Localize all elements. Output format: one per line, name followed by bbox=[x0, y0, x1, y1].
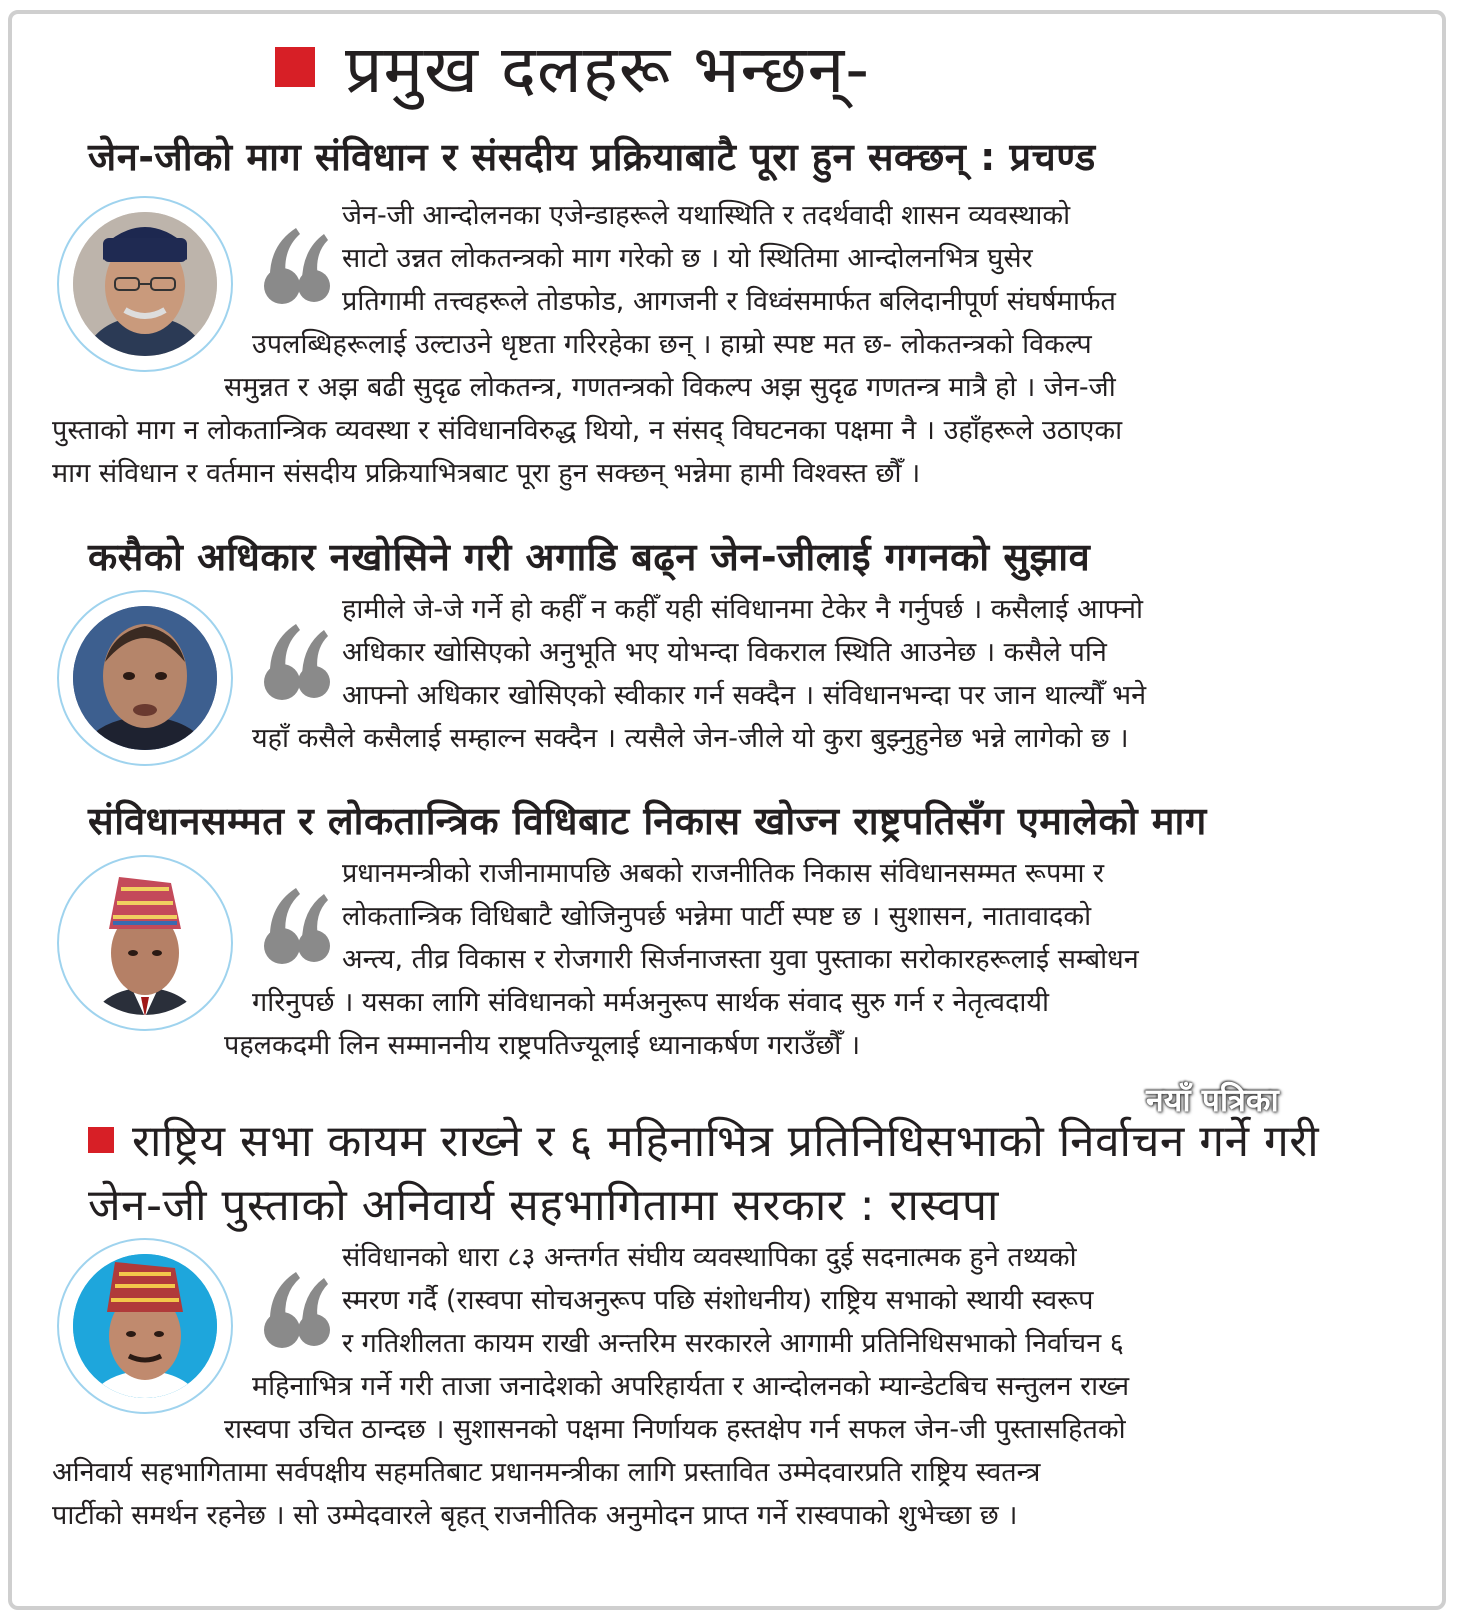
paragraph-line: रास्वपा उचित ठान्दछ । सुशासनको पक्षमा निर्णायक हस्तक्षेप गर्न सफल जेन-जी पुस्तासहितको bbox=[224, 1414, 1126, 1445]
paragraph-line: अधिकार खोसिएको अनुभूति भए योभन्दा विकराल स्थिति आउनेछ । कसैले पनि bbox=[342, 637, 1107, 668]
red-square-bullet bbox=[275, 47, 315, 87]
paragraph-line: पहलकदमी लिन सम्माननीय राष्ट्रपतिज्यूलाई ध्यानाकर्षण गराउँछौँ । bbox=[224, 1030, 861, 1061]
paragraph-line: उपलब्धिहरूलाई उल्टाउने धृष्टता गरिरहेका छन् । हाम्रो स्पष्ट मत छ- लोकतन्त्रको विकल्प bbox=[252, 329, 1092, 360]
section-4-paragraph bbox=[52, 1236, 1129, 1537]
paragraph-line: प्रतिगामी तत्त्वहरूले तोडफोड, आगजनी र विध्वंसमार्फत बलिदानीपूर्ण संघर्षमार्फत bbox=[342, 286, 1116, 317]
paragraph-line: प्रधानमन्त्रीको राजीनामापछि अबको राजनीतिक निकास संविधानसम्मत रूपमा र bbox=[342, 858, 1105, 889]
paragraph-line: र गतिशीलता कायम राखी अन्तरिम सरकारले आगामी प्रतिनिधिसभाको निर्वाचन ६ bbox=[342, 1328, 1124, 1359]
paragraph-line: पार्टीको समर्थन रहनेछ । सो उम्मेदवारले बृहत् राजनीतिक अनुमोदन प्राप्त गर्ने रास्वपाको शुभेच्छा छ । bbox=[52, 1500, 1018, 1531]
paragraph-line: आफ्नो अधिकार खोसिएको स्वीकार गर्न सक्दैन । संविधानभन्दा पर जान थाल्यौँ भने bbox=[342, 680, 1147, 711]
main-title bbox=[275, 22, 870, 112]
paragraph-line: साटो उन्नत लोकतन्त्रको माग गरेको छ । यो स्थितिमा आन्दोलनभित्र घुसेर bbox=[342, 243, 1033, 274]
section-4-heading bbox=[88, 1110, 1368, 1238]
main-title-text: प्रमुख दलहरू भन्छन्- bbox=[345, 31, 871, 108]
paragraph-line: अन्त्य, तीव्र विकास र रोजगारी सिर्जनाजस्ता युवा पुस्ताका सरोकारहरूलाई सम्बोधन bbox=[342, 944, 1139, 975]
paragraph-line: पुस्ताको माग न लोकतान्त्रिक व्यवस्था र संविधानविरुद्ध थियो, न संसद् विघटनका पक्षमा नै । उहाँहरूले उठाएका bbox=[52, 415, 1123, 446]
section-1-heading: जेन-जीको माग संविधान र संसदीय प्रक्रियाबाटै पूरा हुन सक्छन् : प्रचण्ड bbox=[88, 135, 1096, 179]
paragraph-line: संविधानको धारा ८३ अन्तर्गत संघीय व्यवस्थापिका दुई सदनात्मक हुने तथ्यको bbox=[342, 1242, 1077, 1273]
section-3-paragraph bbox=[52, 852, 1139, 1067]
paragraph-line: गरिनुपर्छ । यसका लागि संविधानको मर्मअनुरूप सार्थक संवाद सुरु गर्न र नेतृत्वदायी bbox=[252, 987, 1050, 1018]
paragraph-line: यहाँ कसैले कसैलाई सम्हाल्न सक्दैन । त्यसैले जेन-जीले यो कुरा बुझ्नुहुनेछ भन्ने लागेको छ । bbox=[252, 723, 1129, 754]
paragraph-line: लोकतान्त्रिक विधिबाटै खोजिनुपर्छ भन्नेमा पार्टी स्पष्ट छ । सुशासन, नातावादको bbox=[342, 901, 1092, 932]
section-1-paragraph bbox=[52, 194, 1122, 495]
paragraph-line: स्मरण गर्दै (रास्वपा सोचअनुरूप पछि संशोधनीय) राष्ट्रिय सभाको स्थायी स्वरूप bbox=[342, 1285, 1094, 1316]
paragraph-line: अनिवार्य सहभागितामा सर्वपक्षीय सहमतिबाट प्रधानमन्त्रीका लागि प्रस्तावित उम्मेदवारप्रति राष्ट्रिय स्वतन्त्र bbox=[52, 1457, 1041, 1488]
section-2-paragraph bbox=[52, 588, 1146, 760]
section-4-heading-text: राष्ट्रिय सभा कायम राख्ने र ६ महिनाभित्र प्रतिनिधिसभाको निर्वाचन गर्ने गरी जेन-जी पुस्ताको अनिवार्य सहभागितामा सरकार : रास्वपा bbox=[88, 1116, 1320, 1231]
section-2-heading: कसैको अधिकार नखोसिने गरी अगाडि बढ्न जेन-जीलाई गगनको सुझाव bbox=[88, 535, 1091, 579]
paragraph-line: महिनाभित्र गर्ने गरी ताजा जनादेशको अपरिहार्यता र आन्दोलनको म्यान्डेटबिच सन्तुलन राख्न bbox=[252, 1371, 1130, 1402]
red-square-bullet bbox=[88, 1127, 114, 1153]
section-3-heading: संविधानसम्मत र लोकतान्त्रिक विधिबाट निकास खोज्न राष्ट्रपतिसँग एमालेको माग bbox=[88, 799, 1207, 843]
paragraph-line: माग संविधान र वर्तमान संसदीय प्रक्रियाभित्रबाट पूरा हुन सक्छन् भन्नेमा हामी विश्वस्त छौँ । bbox=[52, 458, 921, 489]
paragraph-line: हामीले जे-जे गर्ने हो कहीँ न कहीँ यही संविधानमा टेकेर नै गर्नुपर्छ । कसैलाई आफ्नो bbox=[342, 594, 1144, 625]
newspaper-watermark: नयाँ पत्रिका bbox=[1146, 1081, 1279, 1119]
paragraph-line: समुन्नत र अझ बढी सुदृढ लोकतन्त्र, गणतन्त्रको विकल्प अझ सुदृढ गणतन्त्र मात्रै हो । जेन-जी bbox=[224, 372, 1116, 403]
paragraph-line: जेन-जी आन्दोलनका एजेन्डाहरूले यथास्थिति र तदर्थवादी शासन व्यवस्थाको bbox=[342, 200, 1071, 231]
